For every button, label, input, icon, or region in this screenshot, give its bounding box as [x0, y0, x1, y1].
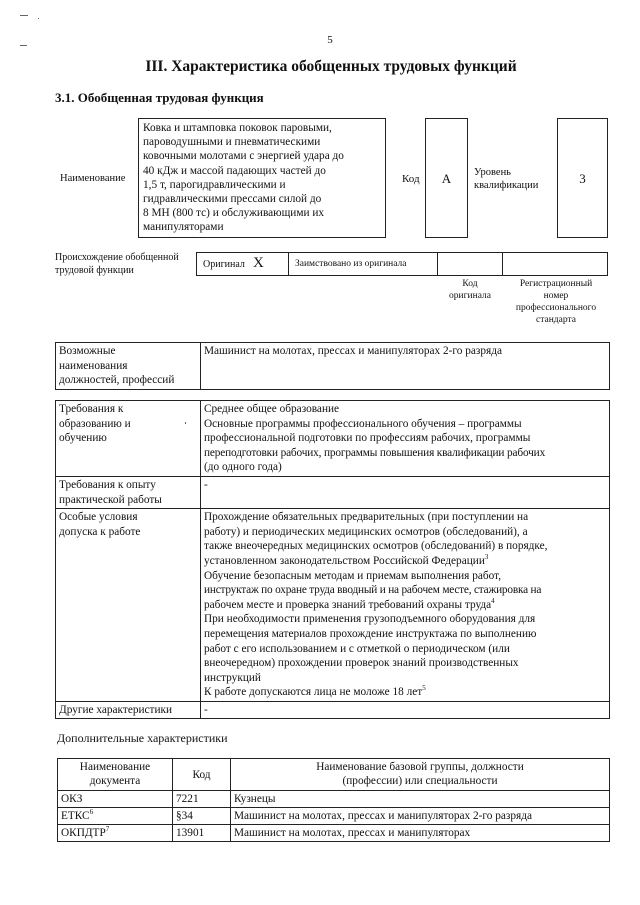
origin-borrowed-cell [288, 252, 438, 276]
positions-label-cell [56, 343, 201, 390]
special-label-line: допуска к работе [59, 525, 141, 538]
origin-code-caption-line: Код [462, 279, 478, 289]
special-line [204, 685, 606, 700]
row-code-cell: §34 [173, 808, 231, 825]
special-line: работ с его использованием и с отметкой о периодическом (или [204, 642, 510, 655]
table-row [58, 791, 610, 808]
special-line-text: К работе допускаются лица не моложе 18 лет [204, 686, 423, 699]
function-name-line: 1,5 т, парогидравлическими и [143, 178, 286, 191]
special-value-cell [201, 509, 610, 702]
positions-label-line: Возможные [59, 345, 116, 357]
header-doc-line: документа [89, 775, 141, 787]
scan-mark [20, 45, 27, 46]
origin-borrowed-label: Заимствовано из оригинала [295, 259, 407, 269]
function-name-line: манипуляторами [143, 221, 224, 234]
code-value-box [425, 118, 468, 238]
table-row [58, 808, 610, 825]
row-code-cell: 7221 [173, 791, 231, 808]
subsection-title: 3.1. Обобщенная трудовая функция [55, 90, 264, 105]
origin-code-caption-line: оригинала [449, 291, 491, 301]
positions-label-line: должностей, профессий [59, 374, 175, 386]
education-line: Основные программы профессионального обучения – программы [204, 417, 522, 430]
experience-value-cell: - [201, 476, 610, 508]
education-row [56, 401, 610, 477]
positions-label-line: наименования [59, 359, 128, 372]
code-label: Код [402, 173, 420, 185]
origin-label-line: Происхождение обобщенной [55, 252, 179, 263]
special-line-text: установленном законодательством Российской Федерации [204, 554, 485, 567]
header-name-line: (профессии) или специальности [342, 775, 498, 787]
additional-table [57, 758, 610, 842]
origin-code-caption [437, 278, 503, 302]
special-line: также внеочередных медицинских осмотров (обследований) в порядке, [204, 540, 548, 553]
row-doc-text: ОКЗ [61, 793, 83, 805]
code-value: А [441, 171, 452, 186]
positions-value-cell: Машинист на молотах, прессах и манипуляторах 2-го разряда [201, 343, 610, 390]
origin-regnum-caption-line: номер [543, 291, 569, 301]
footnote-marker: 7 [105, 825, 110, 834]
education-label-cell [56, 401, 201, 477]
positions-row [56, 343, 610, 390]
other-label-cell: Другие характеристики [56, 701, 201, 719]
other-row [56, 701, 610, 719]
special-line: внеочередном) прохождении проверок знаний производственных [204, 657, 519, 670]
additional-header-row [58, 759, 610, 791]
origin-regnum-caption-line: стандарта [536, 315, 576, 325]
origin-regnum-caption [500, 278, 612, 326]
header-doc-line: Наименование [79, 761, 151, 773]
special-line-text: рабочем месте и проверка знаний требований охраны труда [204, 598, 492, 611]
row-name-cell: Машинист на молотах, прессах и манипуляторах 2-го разряда [231, 808, 610, 825]
row-doc-text: ОКПДТР [61, 827, 106, 839]
experience-label-cell [56, 476, 201, 508]
education-line: переподготовки рабочих, программы повышения квалификации рабочих [204, 446, 546, 459]
special-label-line: Особые условия [59, 511, 138, 524]
qualification-level-label-line: квалификации [474, 180, 539, 191]
scan-mark [185, 422, 186, 424]
experience-label-line: практической работы [59, 493, 162, 506]
education-label-line: Требования к [59, 403, 124, 415]
additional-title: Дополнительные характеристики [57, 731, 228, 745]
function-name-line: Ковка и штамповка поковок паровыми, [143, 122, 332, 134]
positions-table [55, 342, 610, 390]
origin-regnum-cell [502, 252, 608, 276]
education-line: (до одного года) [204, 461, 282, 474]
footnote-marker: 5 [422, 684, 426, 693]
function-name-line: 8 МН (800 тс) и обслуживающими их [143, 207, 325, 220]
qualification-level-label [474, 166, 538, 192]
education-label-line: образованию и [59, 417, 131, 430]
function-name-line: ковочными молотами с энергией удара до [143, 150, 344, 163]
row-doc-cell [58, 791, 173, 808]
origin-label-line: трудовой функции [55, 264, 134, 276]
qualification-level-box [557, 118, 608, 238]
footnote-marker: 4 [491, 596, 495, 605]
table-row [58, 825, 610, 842]
row-doc-cell [58, 808, 173, 825]
education-label-line: обучению [59, 432, 107, 445]
row-doc-cell [58, 825, 173, 842]
education-line: профессиональной подготовки по профессиям рабочих, программы [204, 432, 531, 445]
origin-label [55, 252, 179, 277]
page-number: 5 [327, 34, 333, 46]
row-name-cell: Кузнецы [231, 791, 610, 808]
origin-original-label: Оригинал [203, 259, 245, 270]
origin-code-cell [437, 252, 503, 276]
row-doc-text: ЕТКС [61, 810, 90, 822]
special-line: инструкций [204, 671, 261, 684]
experience-label-line: Требования к опыту [59, 478, 156, 491]
special-line [204, 598, 606, 613]
requirements-table [55, 400, 610, 719]
function-name-line: гидравлическими прессами силой до [143, 193, 322, 206]
header-name-line: Наименование базовой группы, должности [316, 761, 524, 773]
origin-original-cell [196, 252, 289, 276]
education-line: Среднее общее образование [204, 403, 340, 415]
special-line: При необходимости применения грузоподъемного оборудования для [204, 613, 536, 626]
origin-regnum-caption-line: профессионального [515, 303, 597, 313]
origin-regnum-caption-line: Регистрационный [519, 279, 593, 289]
footnote-marker: 3 [484, 553, 489, 562]
special-line: перемещения материалов прохождение инструктажа по выполнению [204, 627, 537, 640]
scan-mark [38, 18, 39, 19]
special-line: инструктаж по охране труда вводный и на рабочем месте, стажировка на [204, 584, 542, 597]
special-conditions-row [56, 509, 610, 702]
header-name-cell [231, 759, 610, 791]
experience-row [56, 476, 610, 508]
function-name-line: 40 кДж и массой падающих частей до [143, 164, 326, 177]
special-line: работу) и периодических медицинских осмотров (обследований), а [204, 525, 528, 538]
special-line: Прохождение обязательных предварительных (при поступлении на [204, 511, 529, 524]
footnote-marker: 6 [89, 808, 94, 817]
special-line: Обучение безопасным методам и приемам выполнения работ, [204, 569, 502, 582]
special-label-cell [56, 509, 201, 702]
section-title: III. Характеристика обобщенных трудовых функций [145, 58, 517, 75]
row-name-cell: Машинист на молотах, прессах и манипуляторах [231, 825, 610, 842]
scan-mark [20, 15, 28, 16]
special-line [204, 554, 606, 569]
function-name-label: Наименование [60, 173, 126, 184]
education-value-cell [201, 401, 610, 477]
header-code-cell: Код [173, 759, 231, 791]
header-doc-cell [58, 759, 173, 791]
origin-original-mark: Х [253, 255, 264, 271]
function-name-box [138, 118, 386, 238]
row-code-cell: 13901 [173, 825, 231, 842]
qualification-level-value: 3 [579, 171, 586, 186]
other-value-cell: - [201, 701, 610, 719]
qualification-level-label-line: Уровень [474, 167, 511, 178]
function-name-line: пароводушными и пневматическими [143, 136, 321, 149]
